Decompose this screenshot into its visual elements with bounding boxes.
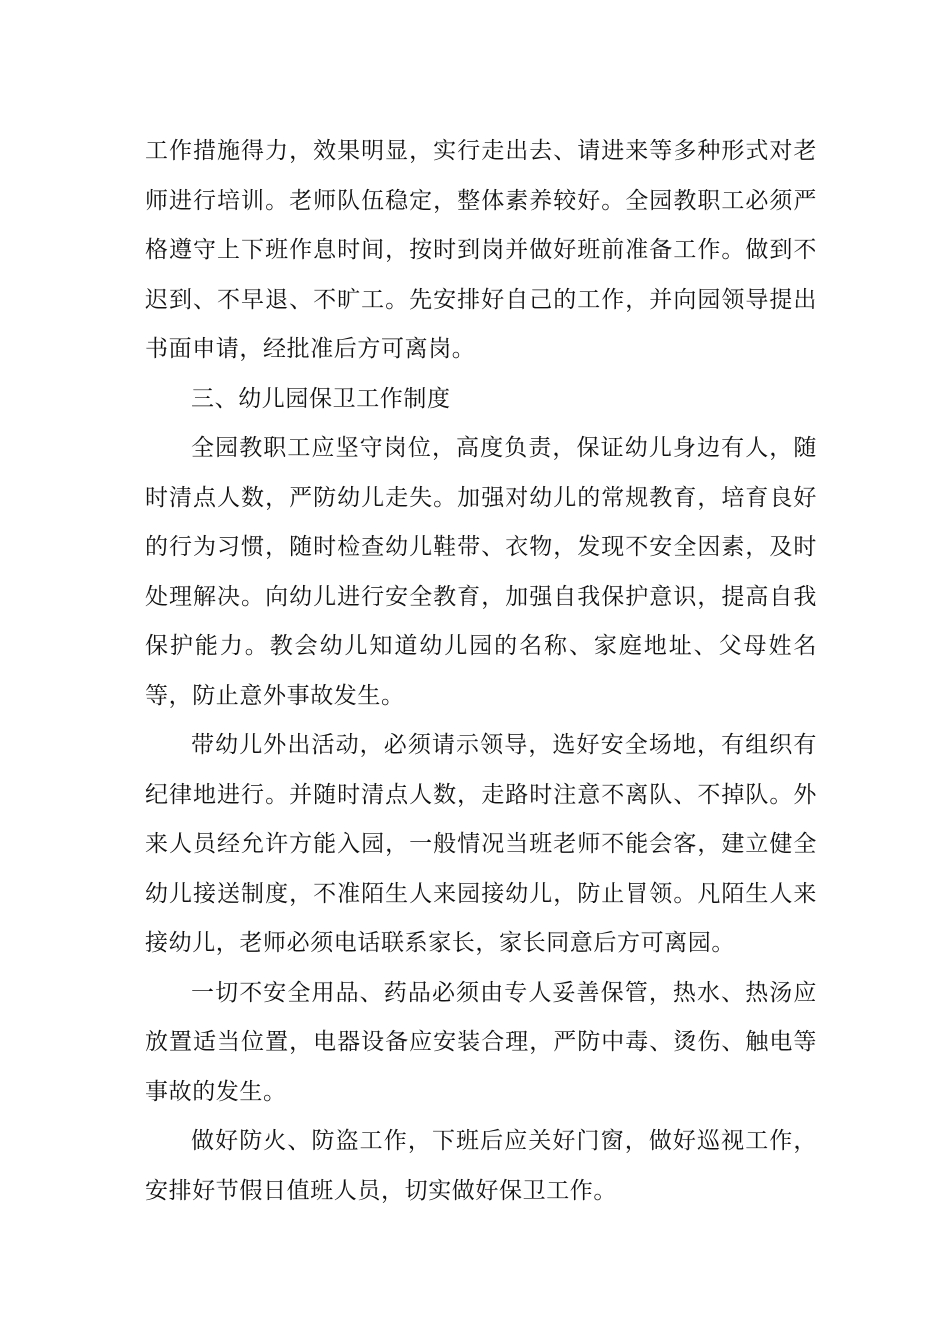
document-body	[145, 127, 817, 1216]
paragraph-hazard-storage: 一切不安全用品、药品必须由专人妥善保管，热水、热汤应放置适当位置，电器设备应安装合理，严防中毒、烫伤、触电等事故的发生。	[145, 979, 817, 1105]
section-heading-security: 三、幼儿园保卫工作制度	[191, 385, 451, 412]
paragraph-staff-duty: 全园教职工应坚守岗位，高度负责，保证幼儿身边有人，随时清点人数，严防幼儿走失。加强对幼儿的常规教育，培育良好的行为习惯，随时检查幼儿鞋带、衣物，发现不安全因素，及时处理解决。向幼儿进行安全教育，加强自我保护意识，提高自我保护能力。教会幼儿知道幼儿园的名称、家庭地址、父母姓名等，防止意外事故发生。	[145, 435, 817, 709]
paragraph-continuation: 工作措施得力，效果明显，实行走出去、请进来等多种形式对老师进行培训。老师队伍稳定，整体素养较好。全园教职工必须严格遵守上下班作息时间，按时到岗并做好班前准备工作。做到不迟到、不早退、不旷工。先安排好自己的工作，并向园领导提出书面申请，经批准后方可离岗。	[145, 138, 817, 362]
paragraph-outings-visitors: 带幼儿外出活动，必须请示领导，选好安全场地，有组织有纪律地进行。并随时清点人数，走路时注意不离队、不掉队。外来人员经允许方能入园，一般情况当班老师不能会客，建立健全幼儿接送制度，不准陌生人来园接幼儿，防止冒领。凡陌生人来接幼儿，老师必须电话联系家长，家长同意后方可离园。	[145, 732, 817, 956]
paragraph-fire-theft: 做好防火、防盗工作，下班后应关好门窗，做好巡视工作，安排好节假日值班人员，切实做好保卫工作。	[145, 1128, 817, 1204]
